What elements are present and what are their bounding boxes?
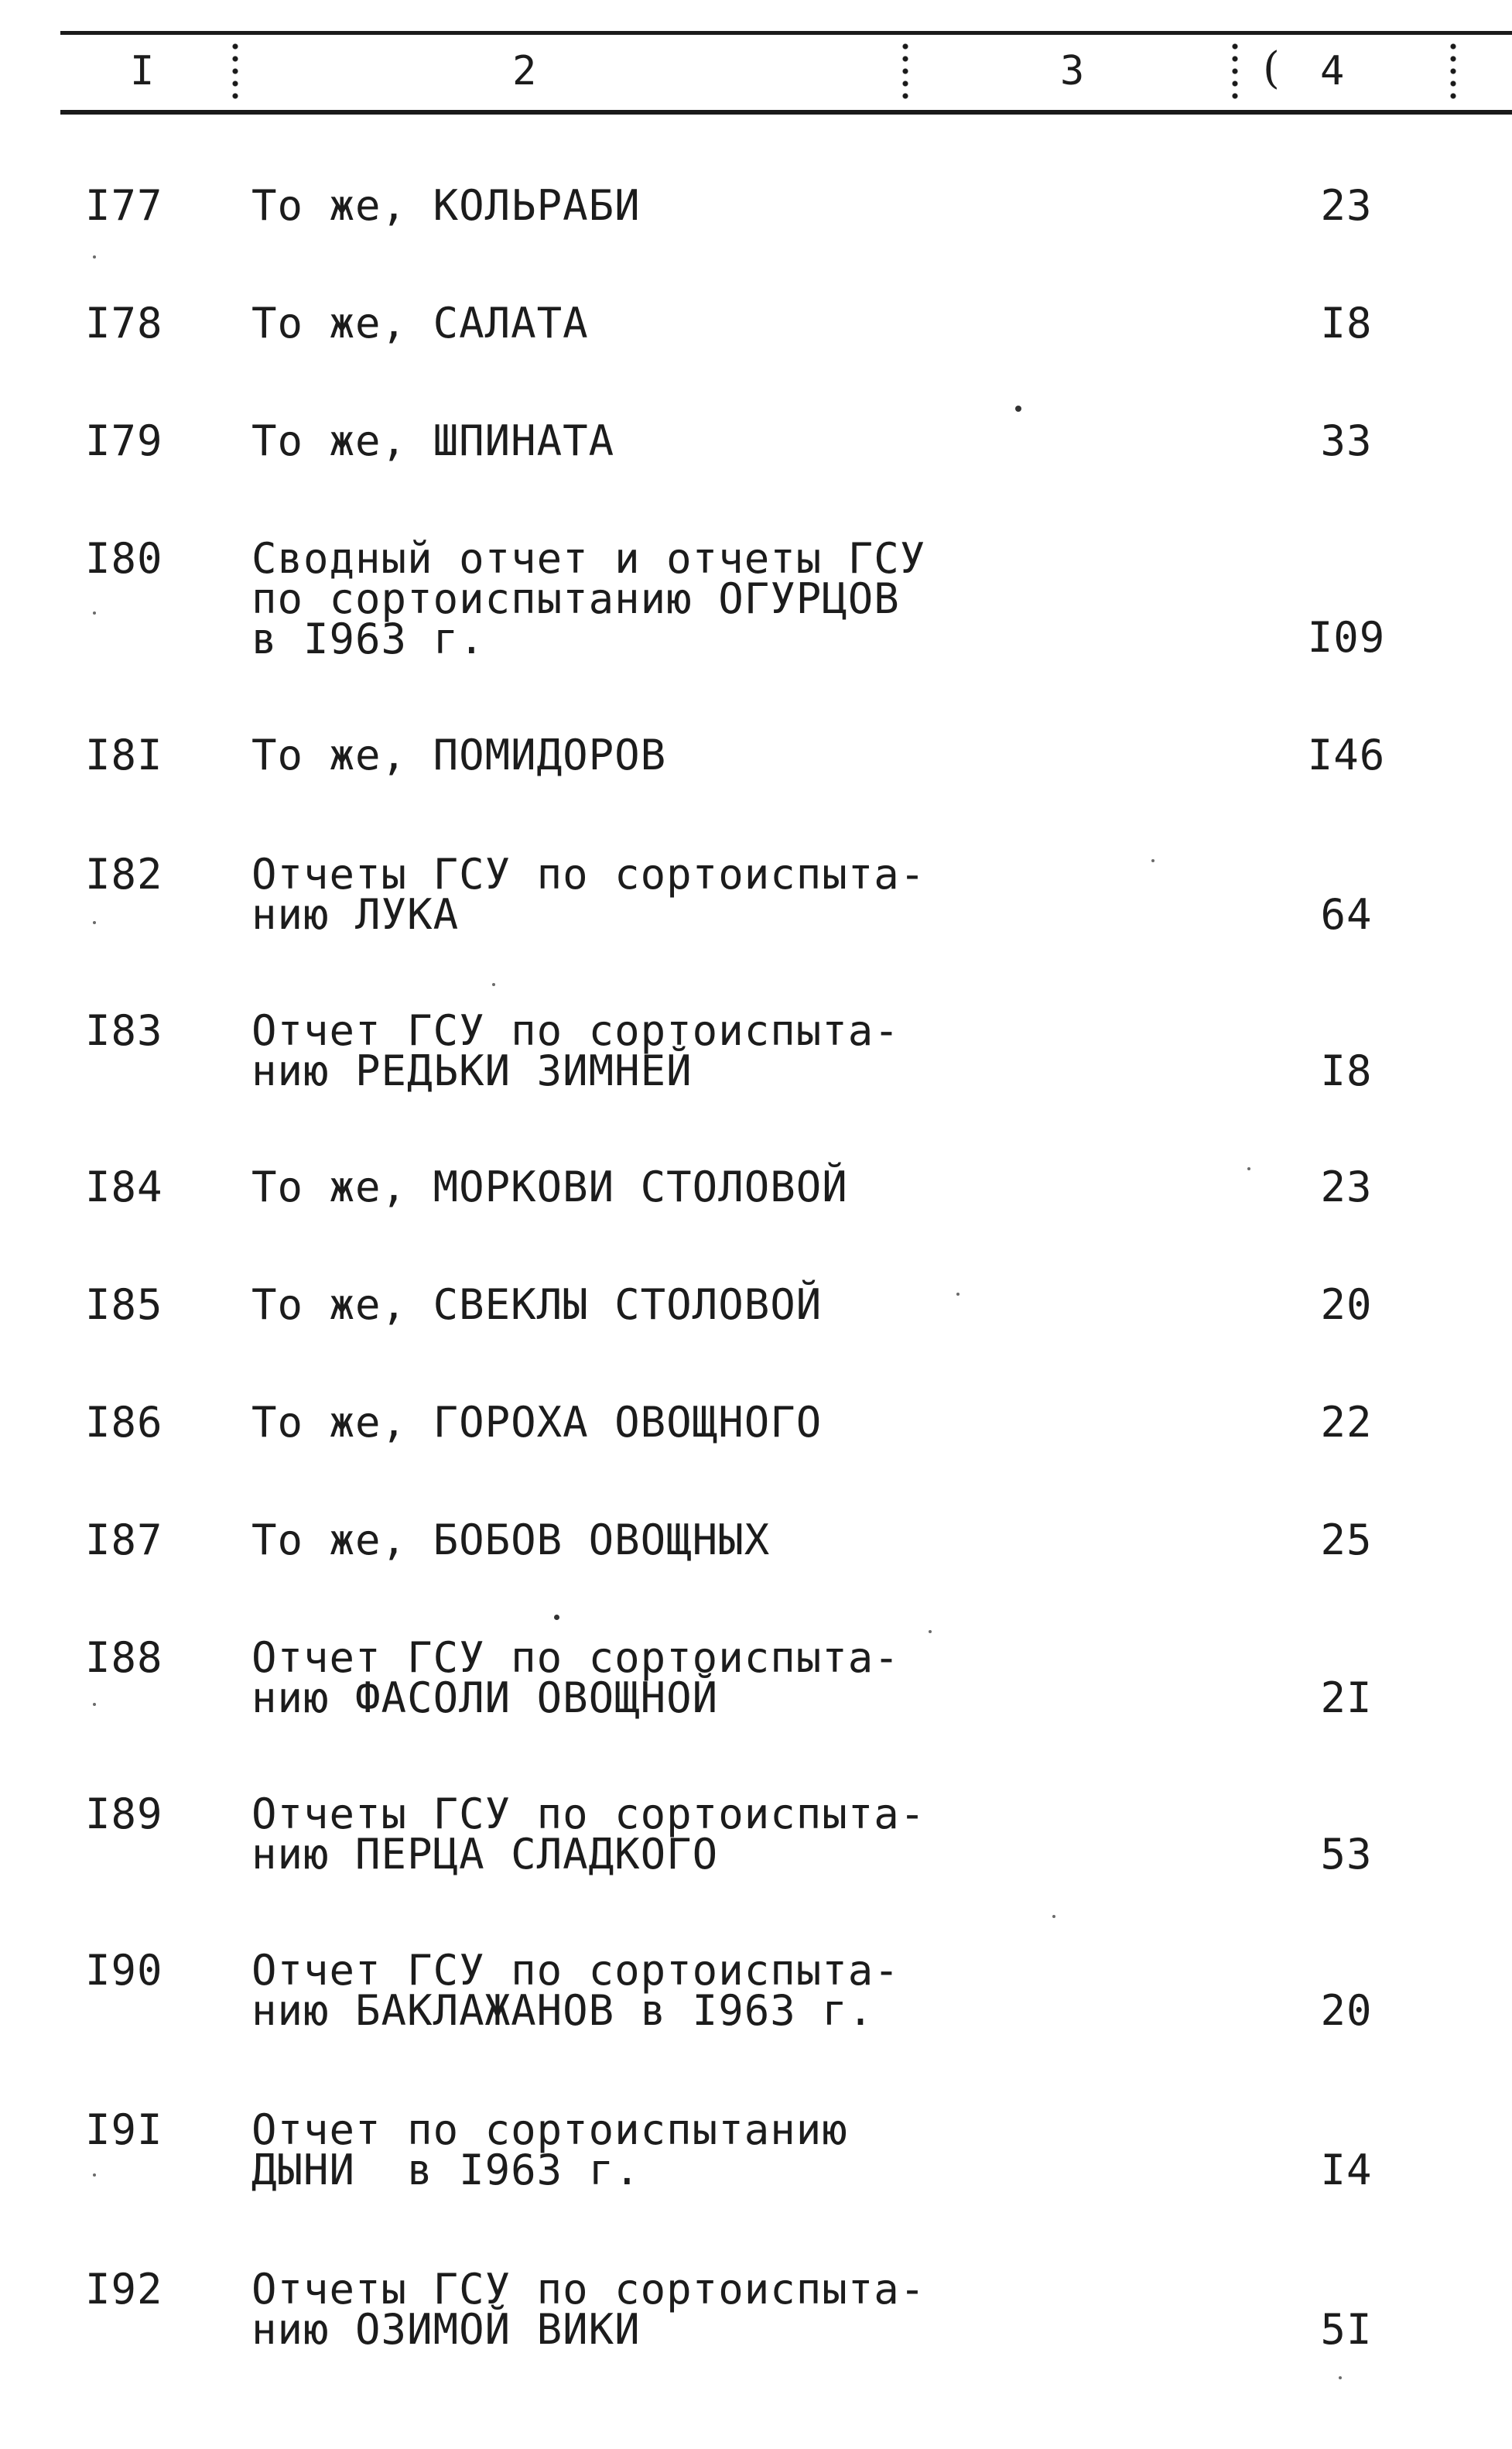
row-sheets: 25 [1320, 1516, 1373, 1564]
row-sheets: 23 [1320, 181, 1373, 230]
row-sheets: I4 [1320, 2146, 1373, 2194]
scan-speck [1339, 2376, 1342, 2379]
scan-speck [929, 1630, 932, 1633]
row-sheets: I8 [1320, 1046, 1373, 1095]
row-title: То же, КОЛЬРАБИ [251, 181, 641, 230]
row-title: Отчеты ГСУ по сортоиспыта- нию ЛУКА [251, 850, 926, 939]
row-sheets: 53 [1320, 1830, 1373, 1879]
row-title: То же, ПОМИДОРОВ [251, 731, 667, 779]
scan-speck [93, 2173, 96, 2177]
row-sheets: I8 [1320, 299, 1373, 348]
row-number: I78 [85, 299, 163, 348]
scan-speck [956, 1293, 960, 1296]
row-sheets: I46 [1307, 731, 1386, 779]
row-number: I79 [85, 416, 163, 465]
header-col-3: 3 [1060, 48, 1085, 94]
row-number: I92 [85, 2265, 163, 2314]
row-number: I85 [85, 1280, 163, 1329]
scan-speck [93, 255, 96, 259]
row-title: То же, ГОРОХА ОВОЩНОГО [251, 1398, 823, 1447]
row-number: I77 [85, 181, 163, 230]
row-number: I84 [85, 1163, 163, 1211]
scan-speck [1052, 1915, 1055, 1918]
scan-speck [93, 611, 96, 615]
column-separator [1450, 40, 1456, 105]
row-title: Отчет ГСУ по сортоиспыта- нию РЕДЬКИ ЗИМНЕЙ [251, 1006, 900, 1095]
row-title: Сводный отчет и отчеты ГСУ по сортоиспытанию ОГУРЦОВ в I963 г. [251, 534, 926, 663]
row-number: I86 [85, 1398, 163, 1447]
column-separator [232, 40, 238, 105]
row-sheets: 64 [1320, 890, 1373, 939]
row-number: I8I [85, 731, 163, 779]
scan-speck [1015, 406, 1021, 412]
row-sheets: 33 [1320, 416, 1373, 465]
row-title: То же, СВЕКЛЫ СТОЛОВОЙ [251, 1280, 823, 1329]
header-col-4: 4 [1320, 48, 1345, 94]
row-number: I87 [85, 1516, 163, 1564]
row-sheets: I09 [1307, 613, 1386, 662]
row-number: I80 [85, 534, 163, 583]
row-number: I82 [85, 850, 163, 899]
header-top-rule [60, 31, 1512, 35]
header-col-1: I [130, 48, 155, 94]
row-title: Отчет по сортоиспытанию ДЫНИ в I963 г. [251, 2105, 848, 2194]
row-sheets: 5I [1320, 2305, 1373, 2354]
row-number: I89 [85, 1790, 163, 1838]
column-separator [1232, 40, 1238, 105]
row-title: То же, ШПИНАТА [251, 416, 615, 465]
row-title: То же, МОРКОВИ СТОЛОВОЙ [251, 1163, 848, 1211]
row-title: Отчеты ГСУ по сортоиспыта- нию ПЕРЦА СЛАДКОГО [251, 1790, 926, 1879]
scan-speck [93, 1703, 96, 1706]
header-col-2: 2 [512, 48, 537, 94]
row-number: I88 [85, 1633, 163, 1682]
row-title: То же, БОБОВ ОВОЩНЫХ [251, 1516, 771, 1564]
scan-speck [1247, 1167, 1250, 1170]
scan-speck [492, 983, 495, 986]
header-bottom-rule [60, 110, 1512, 115]
row-number: I9I [85, 2105, 163, 2154]
row-title: То же, САЛАТА [251, 299, 589, 348]
row-title: Отчет ГСУ по сортоиспыта- нию БАКЛАЖАНОВ в I963 г. [251, 1946, 900, 2035]
row-sheets: 22 [1320, 1398, 1373, 1447]
header-paren-mark: ( [1263, 43, 1280, 94]
column-separator [902, 40, 908, 105]
row-sheets: 2I [1320, 1673, 1373, 1722]
row-title: Отчет ГСУ по сортоиспыта- нию ФАСОЛИ ОВОЩНОЙ [251, 1633, 900, 1722]
row-sheets: 20 [1320, 1280, 1373, 1329]
scan-speck [554, 1615, 559, 1620]
scan-speck [93, 921, 96, 924]
row-number: I90 [85, 1946, 163, 1995]
row-number: I83 [85, 1006, 163, 1055]
row-sheets: 20 [1320, 1986, 1373, 2035]
scan-speck [1151, 859, 1155, 862]
row-sheets: 23 [1320, 1163, 1373, 1211]
row-title: Отчеты ГСУ по сортоиспыта- нию ОЗИМОЙ ВИКИ [251, 2265, 926, 2354]
